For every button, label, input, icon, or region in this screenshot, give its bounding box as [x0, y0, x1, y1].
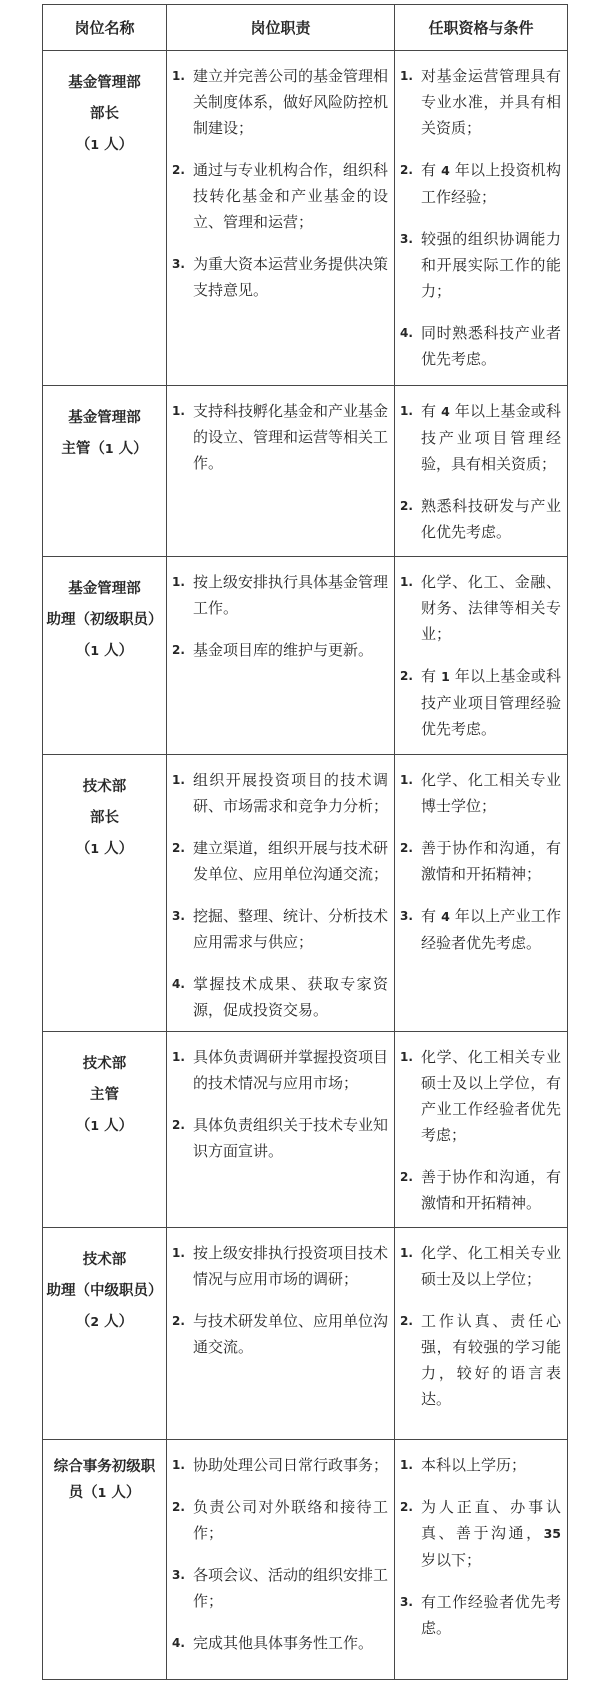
- job-row: [43, 1440, 568, 1680]
- item-text: 支持科技孵化基金和产业基金的设立、管理和运营等相关工作。: [193, 402, 389, 472]
- item-text: 较强的组织协调能力和开展实际工作的能力；: [421, 230, 561, 300]
- item-number: 1.: [400, 1246, 413, 1260]
- duty-item: [172, 1494, 388, 1546]
- qualification-item: [400, 320, 561, 372]
- qualifications-cell: [395, 1228, 568, 1440]
- item-text: 熟悉科技研发与产业化优先考虑。: [421, 497, 561, 541]
- item-number: 2.: [172, 643, 185, 657]
- position-line: 基金管理部: [68, 580, 141, 597]
- inline-number: 1: [90, 1118, 100, 1133]
- duty-item: [172, 251, 388, 303]
- qualifications-cell: [395, 1440, 568, 1680]
- item-number: 1.: [172, 1458, 185, 1472]
- duty-item: [172, 903, 388, 955]
- item-number: 3.: [172, 257, 185, 271]
- qualification-item: [400, 1044, 561, 1148]
- item-number: 2.: [400, 499, 413, 513]
- qualification-item: [400, 663, 561, 742]
- item-number: 2.: [400, 163, 413, 177]
- duty-item: [172, 1044, 388, 1096]
- inline-number: 1: [97, 1485, 107, 1500]
- duty-item: [172, 1308, 388, 1360]
- duties-cell: [167, 755, 395, 1032]
- position-cell: [43, 755, 167, 1032]
- item-text: 组织开展投资项目的技术调研、市场需求和竞争力分析；: [193, 771, 389, 815]
- item-text: 化学、化工相关专业硕士及以上学位，有产业工作经验者优先考虑；: [421, 1048, 561, 1144]
- inline-number: 1: [90, 137, 100, 152]
- qualifications-cell: [395, 51, 568, 386]
- inline-number: 1: [90, 841, 100, 856]
- header-duties: 岗位职责: [167, 5, 395, 51]
- position-line: 主管: [90, 1086, 119, 1103]
- item-text: 化学、化工相关专业博士学位；: [421, 771, 561, 815]
- qualification-item: [400, 767, 561, 819]
- qualification-item: [400, 1240, 561, 1292]
- job-row: [43, 755, 568, 1032]
- duty-item: [172, 398, 388, 476]
- position-line: 技术部: [82, 778, 127, 795]
- qualification-item: [400, 226, 561, 304]
- duty-item: [172, 971, 388, 1023]
- item-number: 2.: [172, 1500, 185, 1514]
- qualifications-cell: [395, 755, 568, 1032]
- job-row: [43, 51, 568, 386]
- position-cell: [43, 386, 167, 557]
- item-number: 2.: [400, 1314, 413, 1328]
- header-qualifications: 任职资格与条件: [395, 5, 568, 51]
- position-line: 主管（1 人）: [61, 440, 148, 457]
- item-number: 4.: [172, 1636, 185, 1650]
- job-row: [43, 557, 568, 755]
- item-text: 基金项目库的维护与更新。: [193, 641, 374, 659]
- duty-item: [172, 157, 388, 235]
- position-cell: [43, 557, 167, 755]
- item-text: 化学、化工相关专业硕士及以上学位；: [421, 1244, 561, 1288]
- item-number: 1.: [172, 404, 185, 418]
- duty-item: [172, 1240, 388, 1292]
- duty-item: [172, 835, 388, 887]
- item-text: 为人正直、办事认真、善于沟通，35 岁以下；: [421, 1498, 561, 1569]
- duties-cell: [167, 51, 395, 386]
- job-row: [43, 1032, 568, 1228]
- position-line: 助理（中级职员）: [46, 1282, 163, 1299]
- position-cell: [43, 1032, 167, 1228]
- duty-item: [172, 1452, 388, 1478]
- item-number: 1.: [400, 575, 413, 589]
- item-number: 4.: [400, 326, 413, 340]
- item-text: 协助处理公司日常行政事务；: [193, 1456, 389, 1474]
- item-text: 有 4 年以上产业工作经验者优先考虑。: [421, 907, 561, 952]
- item-number: 1.: [400, 404, 413, 418]
- qualification-item: [400, 1308, 561, 1412]
- inline-number: 2: [90, 1314, 100, 1329]
- item-text: 按上级安排执行具体基金管理工作。: [193, 573, 389, 617]
- item-number: 1.: [400, 773, 413, 787]
- item-number: 2.: [172, 163, 185, 177]
- qualifications-cell: [395, 1032, 568, 1228]
- inline-number: 1: [90, 643, 100, 658]
- position-line: 助理（初级职员）: [46, 611, 163, 628]
- position-line: 技术部: [82, 1251, 127, 1268]
- item-number: 1.: [172, 1050, 185, 1064]
- item-number: 2.: [172, 1314, 185, 1328]
- position-line: （2 人）: [75, 1313, 134, 1330]
- item-text: 有工作经验者优先考虑。: [421, 1593, 561, 1637]
- duty-item: [172, 569, 388, 621]
- item-number: 3.: [172, 909, 185, 923]
- duty-item: [172, 1112, 388, 1164]
- item-number: 1.: [400, 69, 413, 83]
- duties-cell: [167, 1032, 395, 1228]
- duty-item: [172, 63, 388, 141]
- position-line: （1 人）: [75, 1117, 134, 1134]
- item-number: 3.: [400, 1595, 413, 1609]
- inline-number: 35: [543, 1526, 561, 1541]
- position-line: 综合事务初级职: [53, 1458, 156, 1475]
- position-line: 技术部: [82, 1055, 127, 1072]
- header-row: [43, 5, 568, 51]
- job-row: [43, 386, 568, 557]
- position-line: （1 人）: [75, 642, 134, 659]
- item-text: 有 4 年以上投资机构工作经验；: [421, 161, 561, 206]
- item-number: 2.: [172, 841, 185, 855]
- item-text: 同时熟悉科技产业者优先考虑。: [421, 324, 561, 368]
- job-table-header: [43, 5, 568, 51]
- inline-number: 1: [104, 441, 114, 456]
- inline-number: 4: [441, 404, 450, 419]
- job-row: [43, 1228, 568, 1440]
- item-text: 建立渠道，组织开展与技术研发单位、应用单位沟通交流；: [193, 839, 389, 883]
- qualification-item: [400, 903, 561, 956]
- item-number: 1.: [400, 1458, 413, 1472]
- item-text: 善于协作和沟通，有激情和开拓精神。: [421, 1168, 561, 1212]
- item-text: 工作认真、责任心强，有较强的学习能力，较好的语言表达。: [421, 1312, 561, 1408]
- item-text: 有 1 年以上基金或科技产业项目管理经验优先考虑。: [421, 667, 561, 738]
- duties-cell: [167, 1440, 395, 1680]
- inline-number: 1: [441, 669, 450, 684]
- item-text: 善于协作和沟通，有激情和开拓精神；: [421, 839, 561, 883]
- item-number: 1.: [172, 69, 185, 83]
- item-text: 有 4 年以上基金或科技产业项目管理经验，具有相关资质；: [421, 402, 561, 473]
- position-line: 基金管理部: [68, 74, 141, 91]
- qualification-item: [400, 1452, 561, 1478]
- item-number: 1.: [172, 575, 185, 589]
- item-text: 通过与专业机构合作，组织科技转化基金和产业基金的设立、管理和运营；: [193, 161, 389, 231]
- position-cell: [43, 1228, 167, 1440]
- qualification-item: [400, 398, 561, 477]
- item-number: 3.: [400, 232, 413, 246]
- qualification-item: [400, 157, 561, 210]
- qualification-item: [400, 1589, 561, 1641]
- item-text: 为重大资本运营业务提供决策支持意见。: [193, 255, 389, 299]
- item-number: 1.: [172, 773, 185, 787]
- item-text: 各项会议、活动的组织安排工作；: [193, 1566, 389, 1610]
- item-text: 掌握技术成果、获取专家资源，促成投资交易。: [193, 975, 388, 1019]
- job-table-body: [43, 51, 568, 1680]
- duty-item: [172, 1562, 388, 1614]
- item-number: 2.: [172, 1118, 185, 1132]
- item-text: 与技术研发单位、应用单位沟通交流。: [193, 1312, 389, 1356]
- duties-cell: [167, 557, 395, 755]
- qualification-item: [400, 569, 561, 647]
- qualification-item: [400, 63, 561, 141]
- qualification-item: [400, 1164, 561, 1216]
- duty-item: [172, 767, 388, 819]
- item-number: 3.: [172, 1568, 185, 1582]
- item-number: 2.: [400, 1170, 413, 1184]
- item-number: 2.: [400, 841, 413, 855]
- duty-item: [172, 637, 388, 663]
- item-text: 按上级安排执行投资项目技术情况与应用市场的调研；: [193, 1244, 389, 1288]
- qualifications-cell: [395, 386, 568, 557]
- item-text: 化学、化工、金融、财务、法律等相关专业；: [421, 573, 561, 643]
- qualification-item: [400, 835, 561, 887]
- inline-number: 4: [441, 909, 450, 924]
- position-line: 基金管理部: [68, 409, 141, 426]
- position-line: （1 人）: [75, 840, 134, 857]
- item-number: 1.: [172, 1246, 185, 1260]
- item-text: 本科以上学历；: [421, 1456, 527, 1474]
- item-text: 建立并完善公司的基金管理相关制度体系，做好风险防控机制建设；: [193, 67, 389, 137]
- item-text: 挖掘、整理、统计、分析技术应用需求与供应；: [193, 907, 389, 951]
- position-cell: [43, 1440, 167, 1680]
- header-position: 岗位名称: [43, 5, 167, 51]
- item-number: 2.: [400, 1500, 413, 1514]
- position-line: 员（1 人）: [68, 1484, 141, 1501]
- item-text: 具体负责组织关于技术专业知识方面宣讲。: [193, 1116, 389, 1160]
- item-number: 4.: [172, 977, 185, 991]
- inline-number: 4: [441, 163, 450, 178]
- duty-item: [172, 1630, 388, 1656]
- item-text: 对基金运营管理具有专业水准，并具有相关资质；: [421, 67, 561, 137]
- job-table: [42, 4, 568, 1680]
- item-number: 2.: [400, 669, 413, 683]
- position-cell: [43, 51, 167, 386]
- item-number: 3.: [400, 909, 413, 923]
- position-line: （1 人）: [75, 136, 134, 153]
- position-line: 部长: [90, 809, 119, 826]
- duties-cell: [167, 1228, 395, 1440]
- qualifications-cell: [395, 557, 568, 755]
- position-line: 部长: [90, 105, 119, 122]
- qualification-item: [400, 493, 561, 545]
- item-number: 1.: [400, 1050, 413, 1064]
- item-text: 完成其他具体事务性工作。: [193, 1634, 374, 1652]
- duties-cell: [167, 386, 395, 557]
- qualification-item: [400, 1494, 561, 1573]
- item-text: 具体负责调研并掌握投资项目的技术情况与应用市场；: [193, 1048, 389, 1092]
- item-text: 负责公司对外联络和接待工作；: [193, 1498, 388, 1542]
